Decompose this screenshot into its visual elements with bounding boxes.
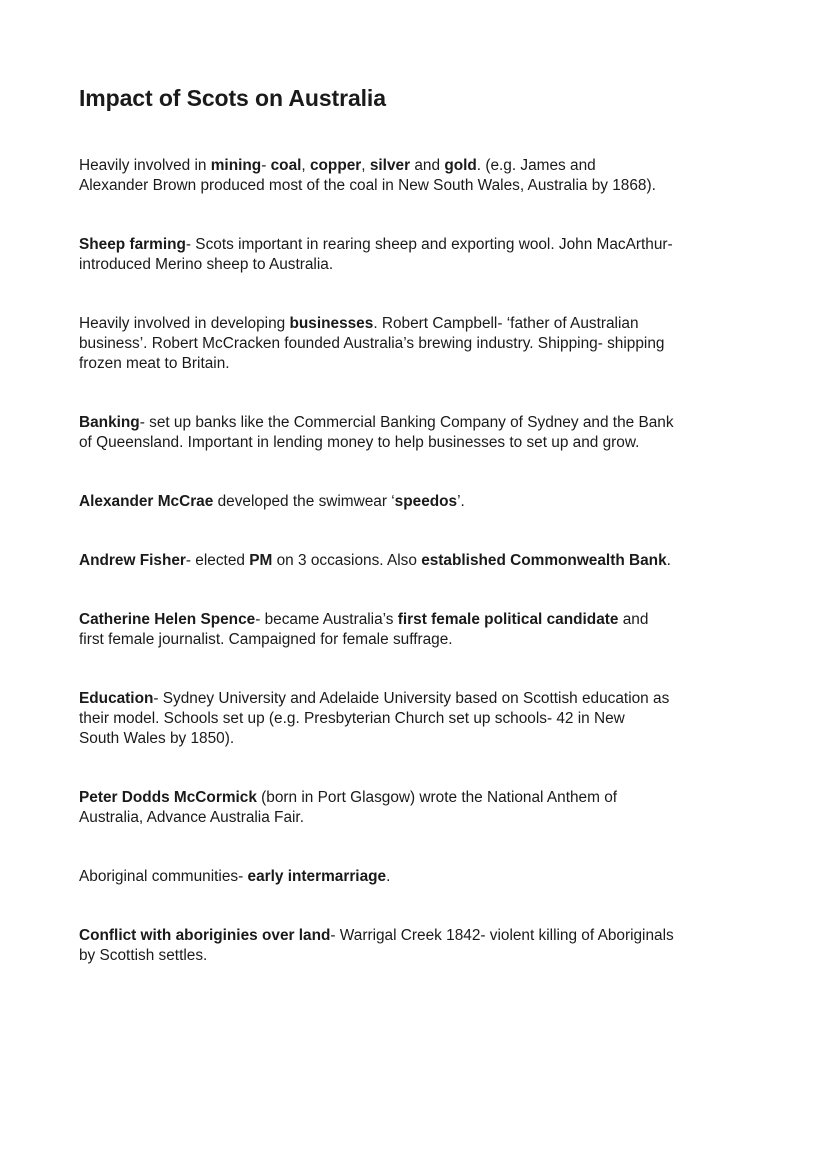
- text: -: [261, 157, 271, 174]
- paragraph-5: [79, 492, 759, 512]
- paragraph-11: [79, 926, 759, 966]
- text: Heavily involved in developing: [79, 315, 290, 332]
- text: and: [410, 157, 445, 174]
- bold-text: Peter Dodds McCormick: [79, 789, 257, 806]
- text: - Sydney University and Adelaide University based on Scottish education as their model. Schools set up (e.g. Presbyterian Church set up schools- 42 in New South Wales by 1850).: [79, 690, 670, 747]
- bold-text: silver: [369, 157, 411, 174]
- bold-text: speedos: [394, 493, 458, 510]
- bold-text: Banking: [79, 414, 140, 431]
- paragraph-9: [79, 788, 759, 828]
- text: Aboriginal communities-: [79, 868, 248, 885]
- text: - Warrigal Creek 1842- violent killing of Aboriginals by Scottish settles.: [79, 927, 674, 964]
- text: .: [386, 868, 391, 885]
- text: ’.: [457, 493, 465, 510]
- text: - elected: [185, 552, 250, 569]
- text: and first female journalist. Campaigned for female suffrage.: [79, 611, 649, 648]
- bold-text: first female political candidate: [397, 611, 619, 628]
- paragraph-8: [79, 689, 759, 749]
- text: - set up banks like the Commercial Banking Company of Sydney and the Bank of Queensland. Important in lending money to help businesses to set up and grow.: [79, 414, 674, 451]
- text: ,: [301, 157, 310, 174]
- text: (born in Port Glasgow) wrote the National Anthem of Australia, Advance Australia Fair.: [79, 789, 618, 826]
- bold-text: Sheep farming: [79, 236, 186, 253]
- bold-text: Education: [79, 690, 154, 707]
- text: - Scots important in rearing sheep and exporting wool. John MacArthur- introduced Merino sheep to Australia.: [79, 236, 673, 273]
- bold-text: Alexander McCrae: [79, 493, 214, 510]
- page-title: Impact of Scots on Australia: [79, 85, 386, 111]
- bold-text: businesses: [289, 315, 374, 332]
- bold-text: coal: [270, 157, 302, 174]
- paragraph-7: [79, 610, 759, 650]
- bold-text: Conflict with aboriginies over land: [79, 927, 331, 944]
- bold-text: established Commonwealth Bank: [421, 552, 667, 569]
- document-page: [79, 84, 759, 966]
- paragraph-10: [79, 867, 759, 887]
- text: . Robert Campbell- ‘father of Australian business’. Robert McCracken founded Australia’s brewing industry. Shipping- shipping frozen meat to Britain.: [79, 315, 665, 372]
- bold-text: Andrew Fisher: [79, 552, 186, 569]
- bold-text: gold: [444, 157, 477, 174]
- bold-text: copper: [309, 157, 362, 174]
- text: developed the swimwear ‘: [213, 493, 395, 510]
- text: - became Australia’s: [255, 611, 398, 628]
- text: on 3 occasions. Also: [272, 552, 422, 569]
- paragraph-6: [79, 551, 759, 571]
- paragraph-4: [79, 413, 759, 453]
- bold-text: PM: [249, 552, 273, 569]
- paragraph-3: [79, 314, 759, 374]
- text: Heavily involved in: [79, 157, 211, 174]
- text: .: [666, 552, 671, 569]
- paragraph-2: [79, 235, 759, 275]
- text: ,: [361, 157, 370, 174]
- text: . (e.g. James and Alexander Brown produced most of the coal in New South Wales, Australia by 1868).: [79, 157, 656, 194]
- bold-text: Catherine Helen Spence: [79, 611, 256, 628]
- bold-text: early intermarriage: [247, 868, 387, 885]
- bold-text: mining: [210, 157, 262, 174]
- paragraph-1: [79, 156, 759, 196]
- paragraph-list: [79, 156, 759, 966]
